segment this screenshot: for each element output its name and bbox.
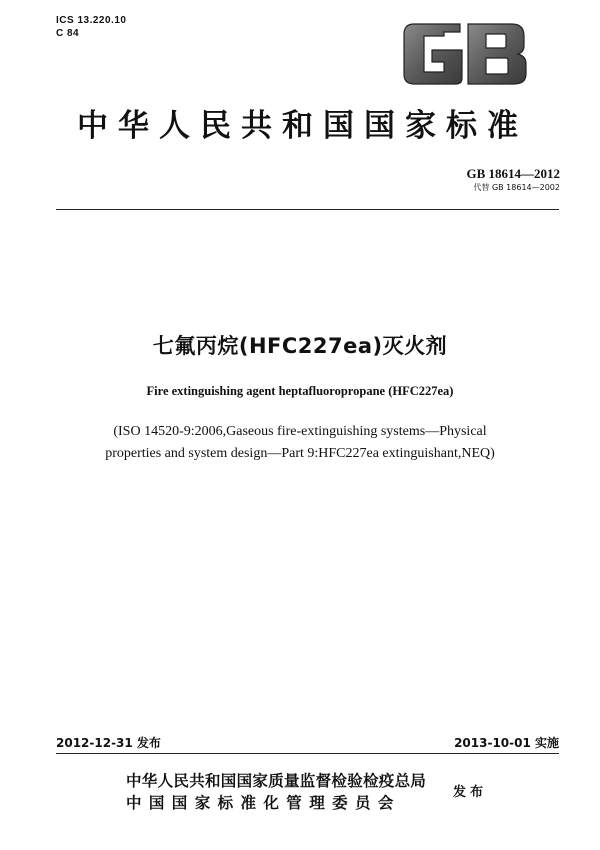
standard-number: GB 18614—2012: [466, 166, 560, 181]
publishing-authorities: [126, 770, 426, 814]
ics-code: ICS 13.220.10: [56, 15, 127, 26]
publisher-line-2: 中国国家标准化管理委员会: [126, 794, 401, 812]
replaces-standard: 代替 GB 18614—2002: [473, 183, 560, 192]
international-equivalence-note: [60, 421, 540, 465]
standard-type-heading: 中华人民共和国国家标准: [77, 108, 528, 144]
publisher-line-1: 中华人民共和国国家质量监督检验检疫总局: [126, 772, 427, 790]
top-divider: [56, 209, 559, 210]
implementation-date: 2013-10-01 实施: [454, 736, 559, 750]
bottom-divider: [56, 753, 559, 754]
ccs-code: C 84: [56, 28, 80, 39]
equivalence-line-2: properties and system design—Part 9:HFC227ea extinguishant,NEQ): [105, 446, 495, 461]
classification-codes: [56, 14, 126, 40]
release-label: 发布: [453, 785, 488, 800]
issue-date: 2012-12-31 发布: [56, 736, 161, 750]
gb-logo: [400, 20, 530, 88]
equivalence-line-1: (ISO 14520-9:2006,Gaseous fire-extinguishing systems—Physical: [113, 424, 487, 439]
document-title-english: Fire extinguishing agent heptafluoropropane (HFC227ea): [146, 384, 454, 398]
document-title-chinese: 七氟丙烷(HFC227ea)灭火剂: [152, 334, 448, 358]
